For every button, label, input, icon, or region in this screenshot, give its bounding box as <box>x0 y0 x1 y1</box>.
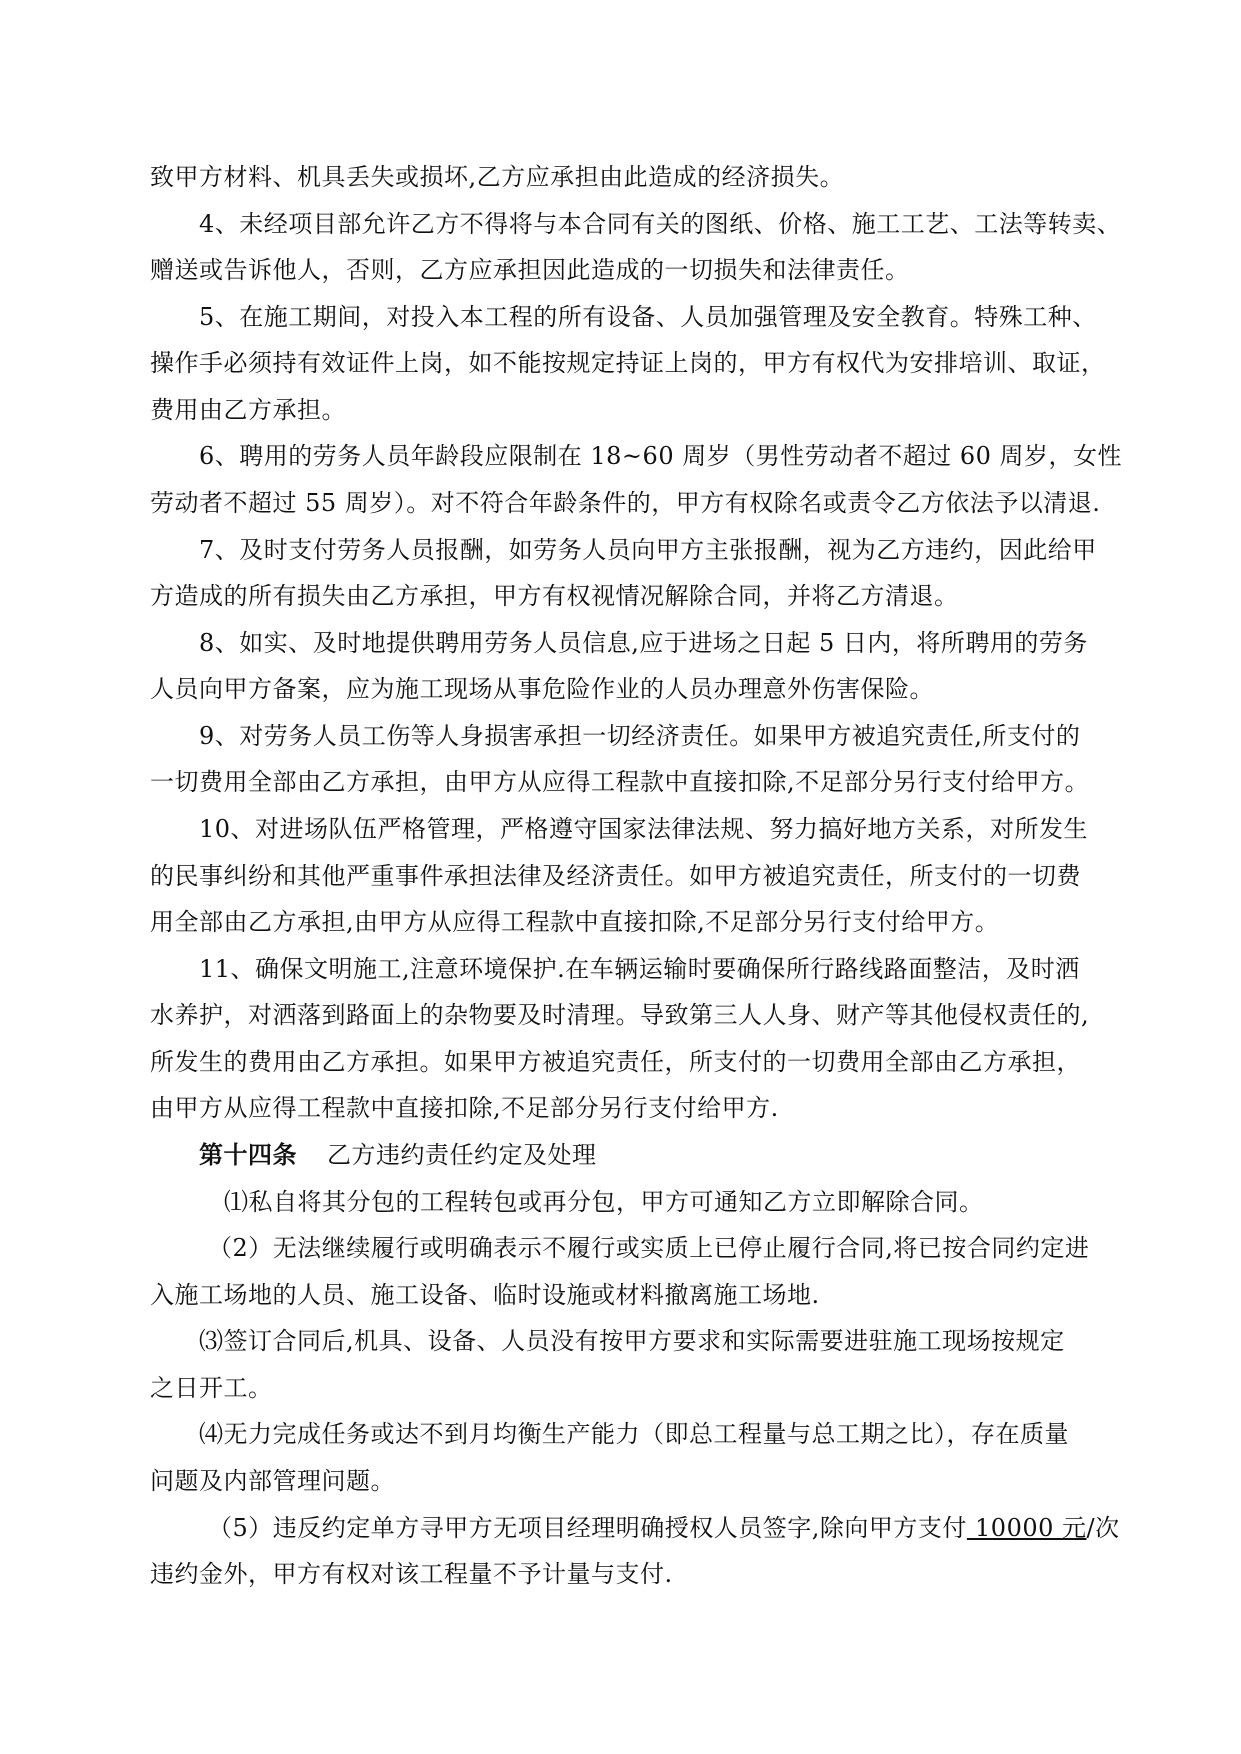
article-title: 乙方违约责任约定及处理 <box>327 1141 597 1169</box>
text-line: 4、未经项目部允许乙方不得将与本合同有关的图纸、价格、施工工艺、工法等转卖、 <box>199 210 1122 238</box>
text-line: 的民事纠纷和其他严重事件承担法律及经济责任。如甲方被追究责任，所支付的一切费 <box>150 862 1081 890</box>
text-line: 由甲方从应得工程款中直接扣除,不足部分另行支付给甲方. <box>150 1094 779 1122</box>
item5-prefix: （5）违反约定单方寻甲方无项目经理明确授权人员签字,除向甲方支付 <box>208 1514 967 1542</box>
text-line: 11、确保文明施工,注意环境保护.在车辆运输时要确保所行路线路面整洁，及时洒 <box>199 955 1080 983</box>
text-line: 10、对进场队伍严格管理，严格遵守国家法律法规、努力搞好地方关系，对所发生 <box>199 815 1089 843</box>
text-line: 一切费用全部由乙方承担，由甲方从应得工程款中直接扣除,不足部分另行支付给甲方。 <box>150 768 1090 796</box>
text-line: 所发生的费用由乙方承担。如果甲方被追究责任，所支付的一切费用全部由乙方承担， <box>150 1048 1081 1076</box>
article-item: ⑶签订合同后,机具、设备、人员没有按甲方要求和实际需要进驻施工现场按规定 <box>199 1327 1065 1355</box>
text-line: 水养护，对洒落到路面上的杂物要及时清理。导致第三人人身、财产等其他侵权责任的, <box>150 1001 1090 1029</box>
text-line: 6、聘用的劳务人员年龄段应限制在 18~60 周岁（男性劳动者不超过 60 周岁，女性 <box>199 442 1123 470</box>
text-line: 9、对劳务人员工伤等人身损害承担一切经济责任。如果甲方被追究责任,所支付的 <box>199 722 1081 750</box>
text-line: 劳动者不超过 55 周岁）。对不符合年龄条件的，甲方有权除名或责令乙方依法予以清退. <box>150 489 1101 517</box>
article-item <box>208 1513 1120 1543</box>
text-line: 赠送或告诉他人，否则，乙方应承担因此造成的一切损失和法律责任。 <box>150 256 910 284</box>
penalty-amount: 10000 元 <box>966 1514 1087 1542</box>
text-line: 5、在施工期间，对投入本工程的所有设备、人员加强管理及安全教育。特殊工种、 <box>199 303 1097 331</box>
item5-suffix: /次 <box>1086 1514 1120 1542</box>
text-line: 8、如实、及时地提供聘用劳务人员信息,应于进场之日起 5 日内，将所聘用的劳务 <box>199 629 1088 657</box>
article-item: ⑷无力完成任务或达不到月均衡生产能力（即总工程量与总工期之比），存在质量 <box>199 1420 1069 1448</box>
text-line: 致甲方材料、机具丢失或损坏,乙方应承担由此造成的经济损失。 <box>150 163 845 191</box>
article-item: 之日开工。 <box>150 1374 273 1402</box>
text-line: 费用由乙方承担。 <box>150 396 346 424</box>
article-item: ⑴私自将其分包的工程转包或再分包，甲方可通知乙方立即解除合同。 <box>224 1188 984 1216</box>
text-line: 操作手必须持有效证件上岗，如不能按规定持证上岗的，甲方有权代为安排培训、取证， <box>150 349 1106 377</box>
article-item: 违约金外，甲方有权对该工程量不予计量与支付. <box>150 1560 673 1588</box>
text-line: 7、及时支付劳务人员报酬，如劳务人员向甲方主张报酬，视为乙方违约，因此给甲 <box>199 536 1097 564</box>
article-item: （2）无法继续履行或明确表示不履行或实质上已停止履行合同,将已按合同约定进 <box>208 1234 1090 1262</box>
article-number: 第十四条 <box>199 1140 297 1169</box>
article-heading <box>199 1140 597 1170</box>
text-line: 用全部由乙方承担,由甲方从应得工程款中直接扣除,不足部分另行支付给甲方。 <box>150 908 1000 936</box>
text-line: 人员向甲方备案，应为施工现场从事危险作业的人员办理意外伤害保险。 <box>150 675 934 703</box>
article-item: 问题及内部管理问题。 <box>150 1467 395 1495</box>
text-line: 方造成的所有损失由乙方承担，甲方有权视情况解除合同，并将乙方清退。 <box>150 582 959 610</box>
article-item: 入施工场地的人员、施工设备、临时设施或材料撤离施工场地. <box>150 1281 820 1309</box>
